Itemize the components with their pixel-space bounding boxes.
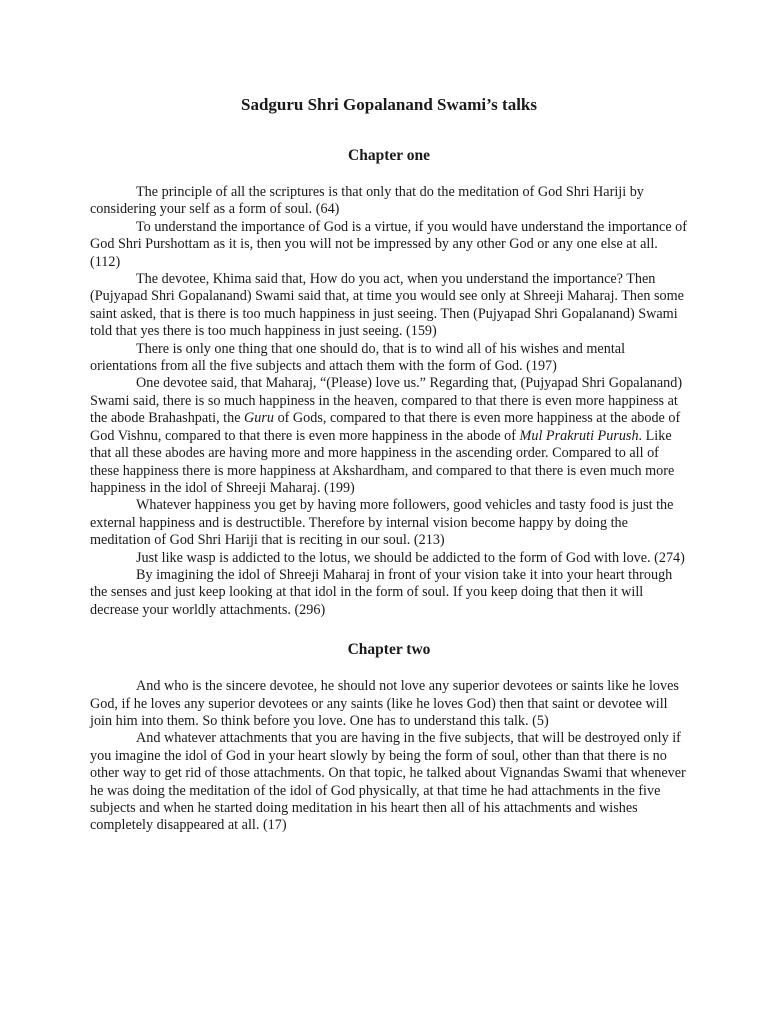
chapter-two-body <box>90 678 688 835</box>
paragraph <box>90 375 688 497</box>
paragraph-text: The devotee, Khima said that, How do you act, when you understand the importance? Then (Pujyapad Shri Gopalanand) Swami said that, at time you would see only at Shreeji Maharaj. Then some saint asked, that is there is too much happiness in just seeing. Then (Pujyapad Shri Gopalanand) Swami told that yes there is too much happiness in just seeing. (159) <box>90 271 684 340</box>
paragraph <box>90 497 688 549</box>
document-page <box>90 92 688 835</box>
paragraph <box>90 678 688 730</box>
paragraph <box>90 219 688 271</box>
paragraph <box>90 271 688 341</box>
chapter-two-heading: Chapter two <box>347 641 431 659</box>
paragraph-text: And whatever attachments that you are having in the five subjects, that will be destroyed only if you imagine the idol of God in your heart slowly by being the form of soul, other than that there is no other way to get rid of those attachments. On that topic, he talked about Vignandas Swami that whenever he was doing the meditation of the idol of God physically, at that time he had attachments in the five subjects and when he started doing meditation in his heart then all of his attachments and wishes completely disappeared at all. (17) <box>90 730 686 834</box>
chapter-one-body <box>90 184 688 619</box>
paragraph <box>90 730 688 834</box>
paragraph-text: Whatever happiness you get by having more followers, good vehicles and tasty food is just the external happiness and is destructible. Therefore by internal vision become happy by doing the meditation of God Shri Hariji that is reciting in our soul. (213) <box>90 497 674 549</box>
paragraph-text: There is only one thing that one should do, that is to wind all of his wishes and mental orientations from all the five subjects and attach them with the form of God. (197) <box>90 340 626 375</box>
paragraph-text: Just like wasp is addicted to the lotus, we should be addicted to the form of God with love. (274) <box>136 549 685 566</box>
paragraph-text: . Like that all these abodes are having more and more happiness in the ascending order. Compared to all of these happiness there is more happiness at Akshardham, and compared to that there is even much more happiness in the idol of Shreeji Maharaj. (199) <box>90 427 675 496</box>
paragraph-text: By imagining the idol of Shreeji Maharaj in front of your vision take it into your heart through the senses and just keep looking at that idol in the form of soul. If you keep doing that then it will decrease your worldly attachments. (296) <box>90 566 673 618</box>
paragraph-text: of Gods, compared to that there is even more happiness at the abode of God Vishnu, compared to that there is even more happiness in the abode of <box>90 410 681 444</box>
chapter-one-heading: Chapter one <box>348 147 430 164</box>
paragraph-text: To understand the importance of God is a virtue, if you would have understand the importance of God Shri Purshottam as it is, then you will not be impressed by any other God or any one else at all. (112) <box>90 218 687 270</box>
paragraph <box>90 550 688 567</box>
paragraph-text: One devotee said, that Maharaj, “(Please) love us.” Regarding that, (Pujyapad Shri Gopalanand) Swami said, there is so much happiness in the heaven, compared to that there is even more happiness at the abode Brahashpati, the <box>90 375 683 427</box>
italic-text: Guru <box>244 410 275 427</box>
document-title: Sadguru Shri Gopalanand Swami’s talks <box>240 95 538 114</box>
paragraph <box>90 341 688 376</box>
chapter-two-section <box>90 637 688 835</box>
paragraph <box>90 184 688 219</box>
chapter-one-section <box>90 143 688 619</box>
paragraph <box>90 567 688 619</box>
italic-text: Mul Prakruti Purush <box>519 427 639 444</box>
paragraph-text: And who is the sincere devotee, he should not love any superior devotees or saints like he loves God, if he loves any superior devotees or any saints (like he loves God) then that saint or devotee will join him into them. So think before you love. One has to understand this talk. (5) <box>90 678 679 729</box>
paragraph-text: The principle of all the scriptures is that only that do the meditation of God Shri Hariji by considering your self as a form of soul. (64) <box>90 184 644 218</box>
